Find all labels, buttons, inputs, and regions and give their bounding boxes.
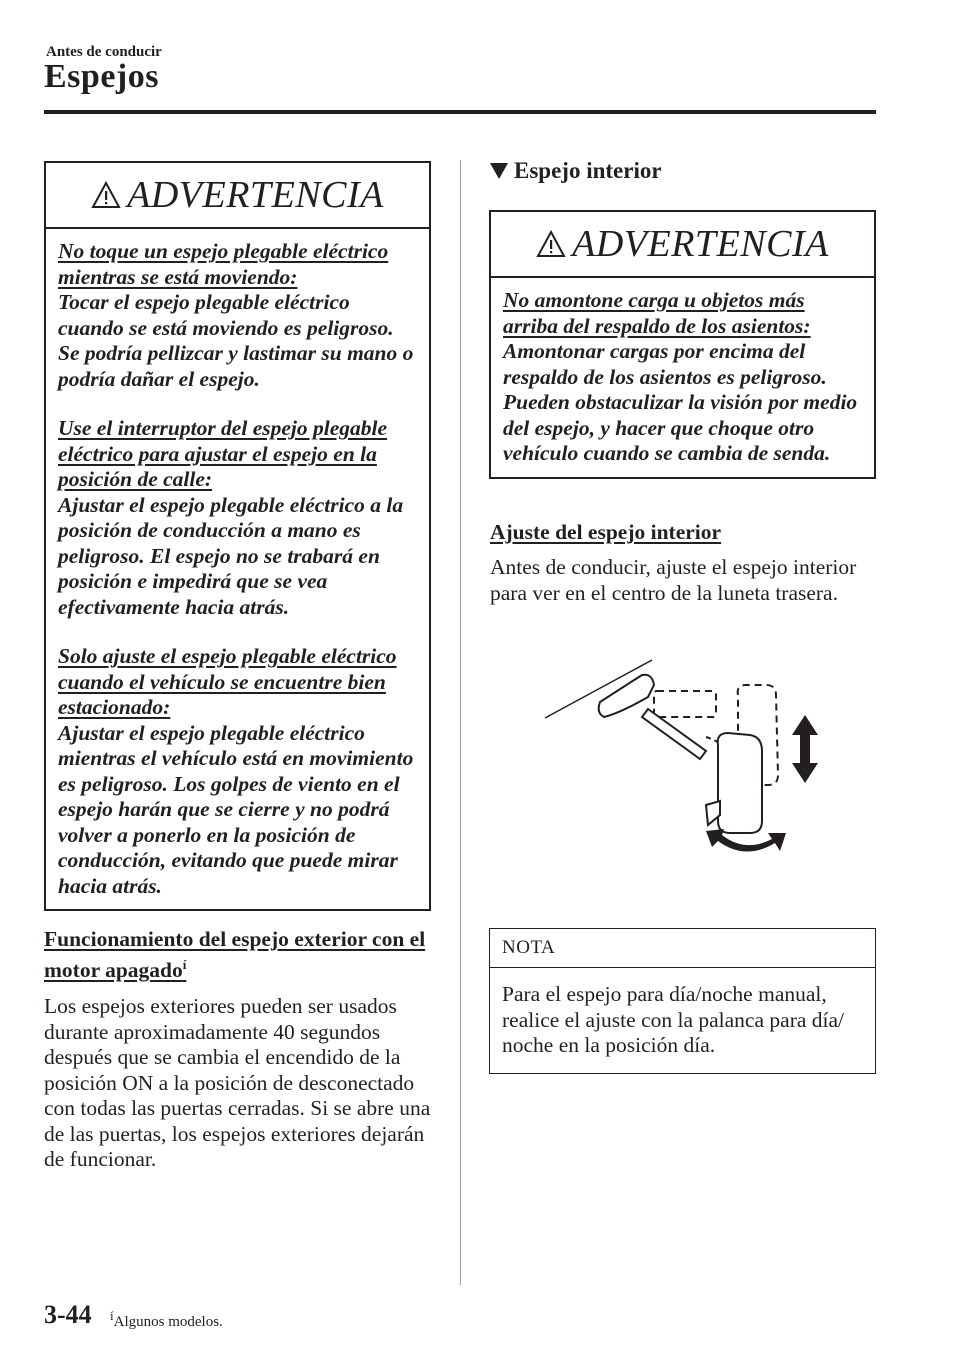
adjust-text: Antes de conducir, ajuste el espejo interior para ver en el centro de la luneta trasera.	[490, 555, 857, 605]
warning-header	[491, 212, 874, 278]
warning-text-2: Ajustar el espejo plegable eléctrico a la posición de conducción a mano es peligroso. El espejo no se trabará en posición e impedirá que se vea efectivamente hacia atrás.	[58, 492, 404, 619]
optional-star: í	[182, 957, 187, 972]
warning-title: ADVERTENCIA	[572, 223, 829, 265]
warning-text: Amontonar cargas por encima del respaldo de los asientos es peligroso. Pueden obstaculizar la visión por medio del espejo, y hacer que choque otro vehículo cuando se cambia de senda.	[503, 339, 858, 465]
note-title: NOTA	[490, 929, 875, 968]
warning-heading-2: Use el interruptor del espejo plegable eléctrico para ajustar el espejo en la posición de calle:	[58, 416, 388, 491]
warning-triangle-icon	[536, 230, 566, 258]
adjust-section	[490, 520, 880, 606]
adjust-heading: Ajuste del espejo interior	[490, 520, 722, 544]
warning-box-folding-mirror	[44, 161, 431, 911]
warning-body	[46, 229, 429, 909]
warning-body	[491, 278, 874, 477]
warning-box-cargo	[489, 210, 876, 479]
page-number: 3-44	[44, 1300, 92, 1329]
warning-text-1: Tocar el espejo plegable eléctrico cuando se está moviendo es peligroso. Se podría pellizcar y lastimar su mano o podría dañar el espejo.	[58, 290, 414, 391]
warning-triangle-icon	[91, 181, 121, 209]
note-box	[489, 928, 876, 1074]
interior-mirror-illustration	[530, 655, 830, 870]
warning-heading-3: Solo ajuste el espejo plegable eléctrico cuando el vehículo se encuentre bien estacionado:	[58, 644, 397, 719]
title-rule	[44, 110, 876, 114]
interior-mirror-heading: Espejo interior	[490, 158, 662, 184]
note-text: Para el espejo para día/noche manual, realice el ajuste con la palanca para día/ noche en la posición día.	[502, 982, 845, 1057]
footnote-star: í	[110, 1308, 114, 1323]
footnote: íAlgunos modelos.	[110, 1308, 223, 1330]
section-label: Antes de conducir	[46, 44, 162, 60]
warning-heading: No amontone carga u objetos más arriba del respaldo de los asientos:	[503, 288, 811, 338]
section-triangle-icon	[490, 163, 508, 179]
engine-off-heading: Funcionamiento del espejo exterior con el motor apagado$^í$	[44, 927, 426, 983]
warning-text-3: Ajustar el espejo plegable eléctrico mientras el vehículo está en movimiento es peligroso. Los golpes de viento en el espejo harán que se cierre y no podrá volver a ponerlo en la posición de conducción, evitando que puede mirar hacia atrás.	[58, 720, 414, 898]
engine-off-text: Los espejos exteriores pueden ser usados durante aproximadamente 40 segundos después que se cambia el encendido de la posición ON a la posición de desconectado con todas las puertas cerradas. Si se abre una de las puertas, los espejos exteriores dejarán de funcionar.	[44, 994, 431, 1172]
engine-off-section	[44, 927, 434, 1173]
column-divider	[460, 160, 461, 1285]
warning-heading-1: No toque un espejo plegable eléctrico mientras se está moviendo:	[58, 239, 389, 289]
page-title: Espejos	[44, 58, 159, 95]
warning-header	[46, 163, 429, 229]
warning-title: ADVERTENCIA	[127, 174, 384, 216]
